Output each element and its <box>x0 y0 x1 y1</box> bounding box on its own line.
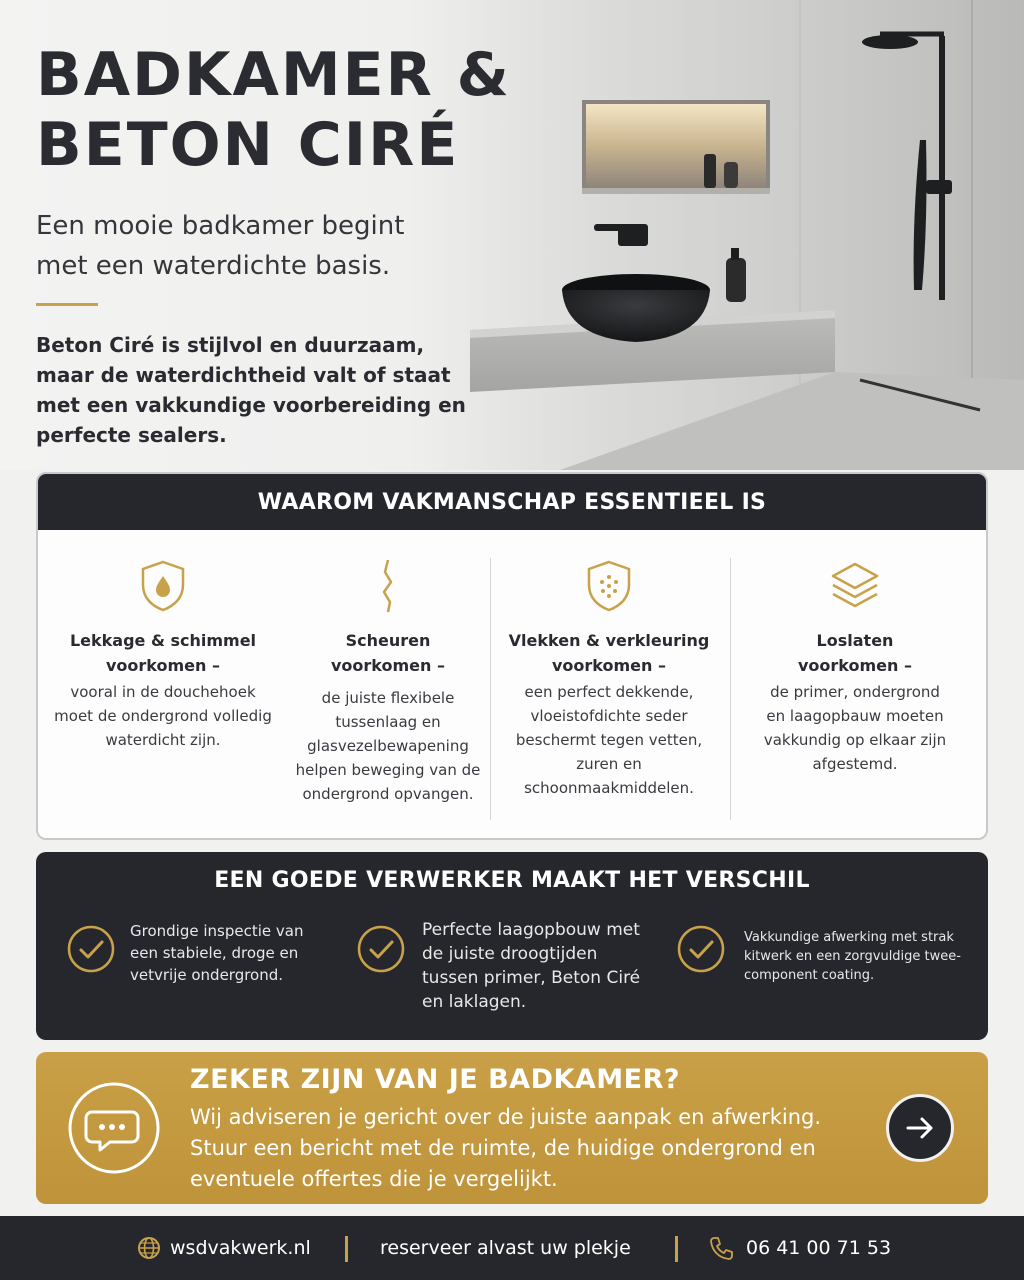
why-panel <box>36 472 988 840</box>
footer-reserve-text: reserveer alvast uw plekje <box>380 1237 631 1259</box>
hero-title <box>36 40 556 180</box>
cta-body: Wij adviseren je gericht over de juiste aanpak en afwerking. Stuur een bericht met de ruimte, de huidige ondergrond en eventuele offertes die je vergelijkt. <box>190 1105 822 1191</box>
craftsman-heading: EEN GOEDE VERWERKER MAAKT HET VERSCHIL <box>214 868 810 893</box>
craftsman-item-3: Vakkundige afwerking met strak kitwerk en een zorgvuldige twee-component coating. <box>744 930 961 983</box>
hero-title-line-1: BADKAMER & <box>36 40 512 110</box>
cta-arrow-button[interactable] <box>886 1094 954 1162</box>
layers-icon <box>827 558 883 614</box>
why-item-text: een perfect dekkende, vloeistofdichte seder beschermt tegen vetten, zuren en schoonmaakmiddelen. <box>515 683 703 797</box>
cta-title: ZEKER ZIJN VAN JE BADKAMER? <box>190 1064 681 1095</box>
footer-website-link[interactable] <box>136 1216 311 1280</box>
hero-title-line-2: BETON CIRÉ <box>36 110 460 180</box>
footer-phone-link[interactable] <box>708 1216 891 1280</box>
why-item-title: Loslaten voorkomen – <box>798 631 912 675</box>
craftsman-item-2: Perfecte laagopbouw met de juiste droogtijden tussen primer, Beton Ciré en laklagen. <box>422 920 641 1012</box>
why-item-stains <box>498 530 720 840</box>
why-item-title: Scheuren voorkomen – <box>331 631 445 675</box>
gold-divider <box>36 303 98 306</box>
crack-icon <box>360 558 416 614</box>
shield-drop-icon <box>135 558 191 614</box>
why-item-text: de primer, ondergrond en laagopbauw moeten vakkundig op elkaar zijn afgestemd. <box>763 683 947 773</box>
check-circle-icon <box>356 924 406 974</box>
footer-website: wsdvakwerk.nl <box>170 1237 311 1259</box>
footer-reserve <box>380 1216 631 1280</box>
craftsman-panel <box>36 852 988 1040</box>
why-item-title: Vlekken & verkleuring voorkomen – <box>508 631 710 675</box>
why-item-leakage <box>38 530 288 840</box>
footer-separator <box>675 1236 678 1262</box>
why-heading: WAAROM VAKMANSCHAP ESSENTIEEL IS <box>38 474 986 530</box>
chat-bubble-icon <box>66 1080 162 1176</box>
column-divider <box>490 558 491 820</box>
globe-icon <box>136 1235 162 1261</box>
footer-phone: 06 41 00 71 53 <box>746 1237 892 1259</box>
hero-subtitle-line-1: Een mooie badkamer begint <box>36 211 405 241</box>
hero-section <box>0 0 1024 470</box>
footer-bar <box>0 1216 1024 1280</box>
hero-subtitle-line-2: met een waterdichte basis. <box>36 251 391 281</box>
footer-separator <box>345 1236 348 1262</box>
why-item-detachment <box>748 530 962 840</box>
why-columns <box>38 530 986 840</box>
craftsman-item-1: Grondige inspectie van een stabiele, droge en vetvrije ondergrond. <box>130 922 304 984</box>
why-item-cracks <box>283 530 493 840</box>
column-divider <box>730 558 731 820</box>
phone-icon <box>708 1235 734 1261</box>
shield-dots-icon <box>581 558 637 614</box>
why-item-title: Lekkage & schimmel voorkomen – <box>69 631 257 675</box>
arrow-right-icon <box>903 1111 937 1145</box>
why-item-text: vooral in de douchehoek moet de ondergrond volledig waterdicht zijn. <box>54 683 272 749</box>
contact-cta <box>36 1052 988 1204</box>
hero-intro: Beton Ciré is stijlvol en duurzaam, maar de waterdichtheid valt of staat met een vakkundige voorbereiding en perfecte sealers. <box>36 333 466 447</box>
why-item-text: de juiste flexibele tussenlaag en glasvezelbewapening helpen beweging van de ondergrond opvangen. <box>295 689 481 803</box>
check-circle-icon <box>66 924 116 974</box>
check-circle-icon <box>676 924 726 974</box>
hero-subtitle <box>36 206 516 286</box>
